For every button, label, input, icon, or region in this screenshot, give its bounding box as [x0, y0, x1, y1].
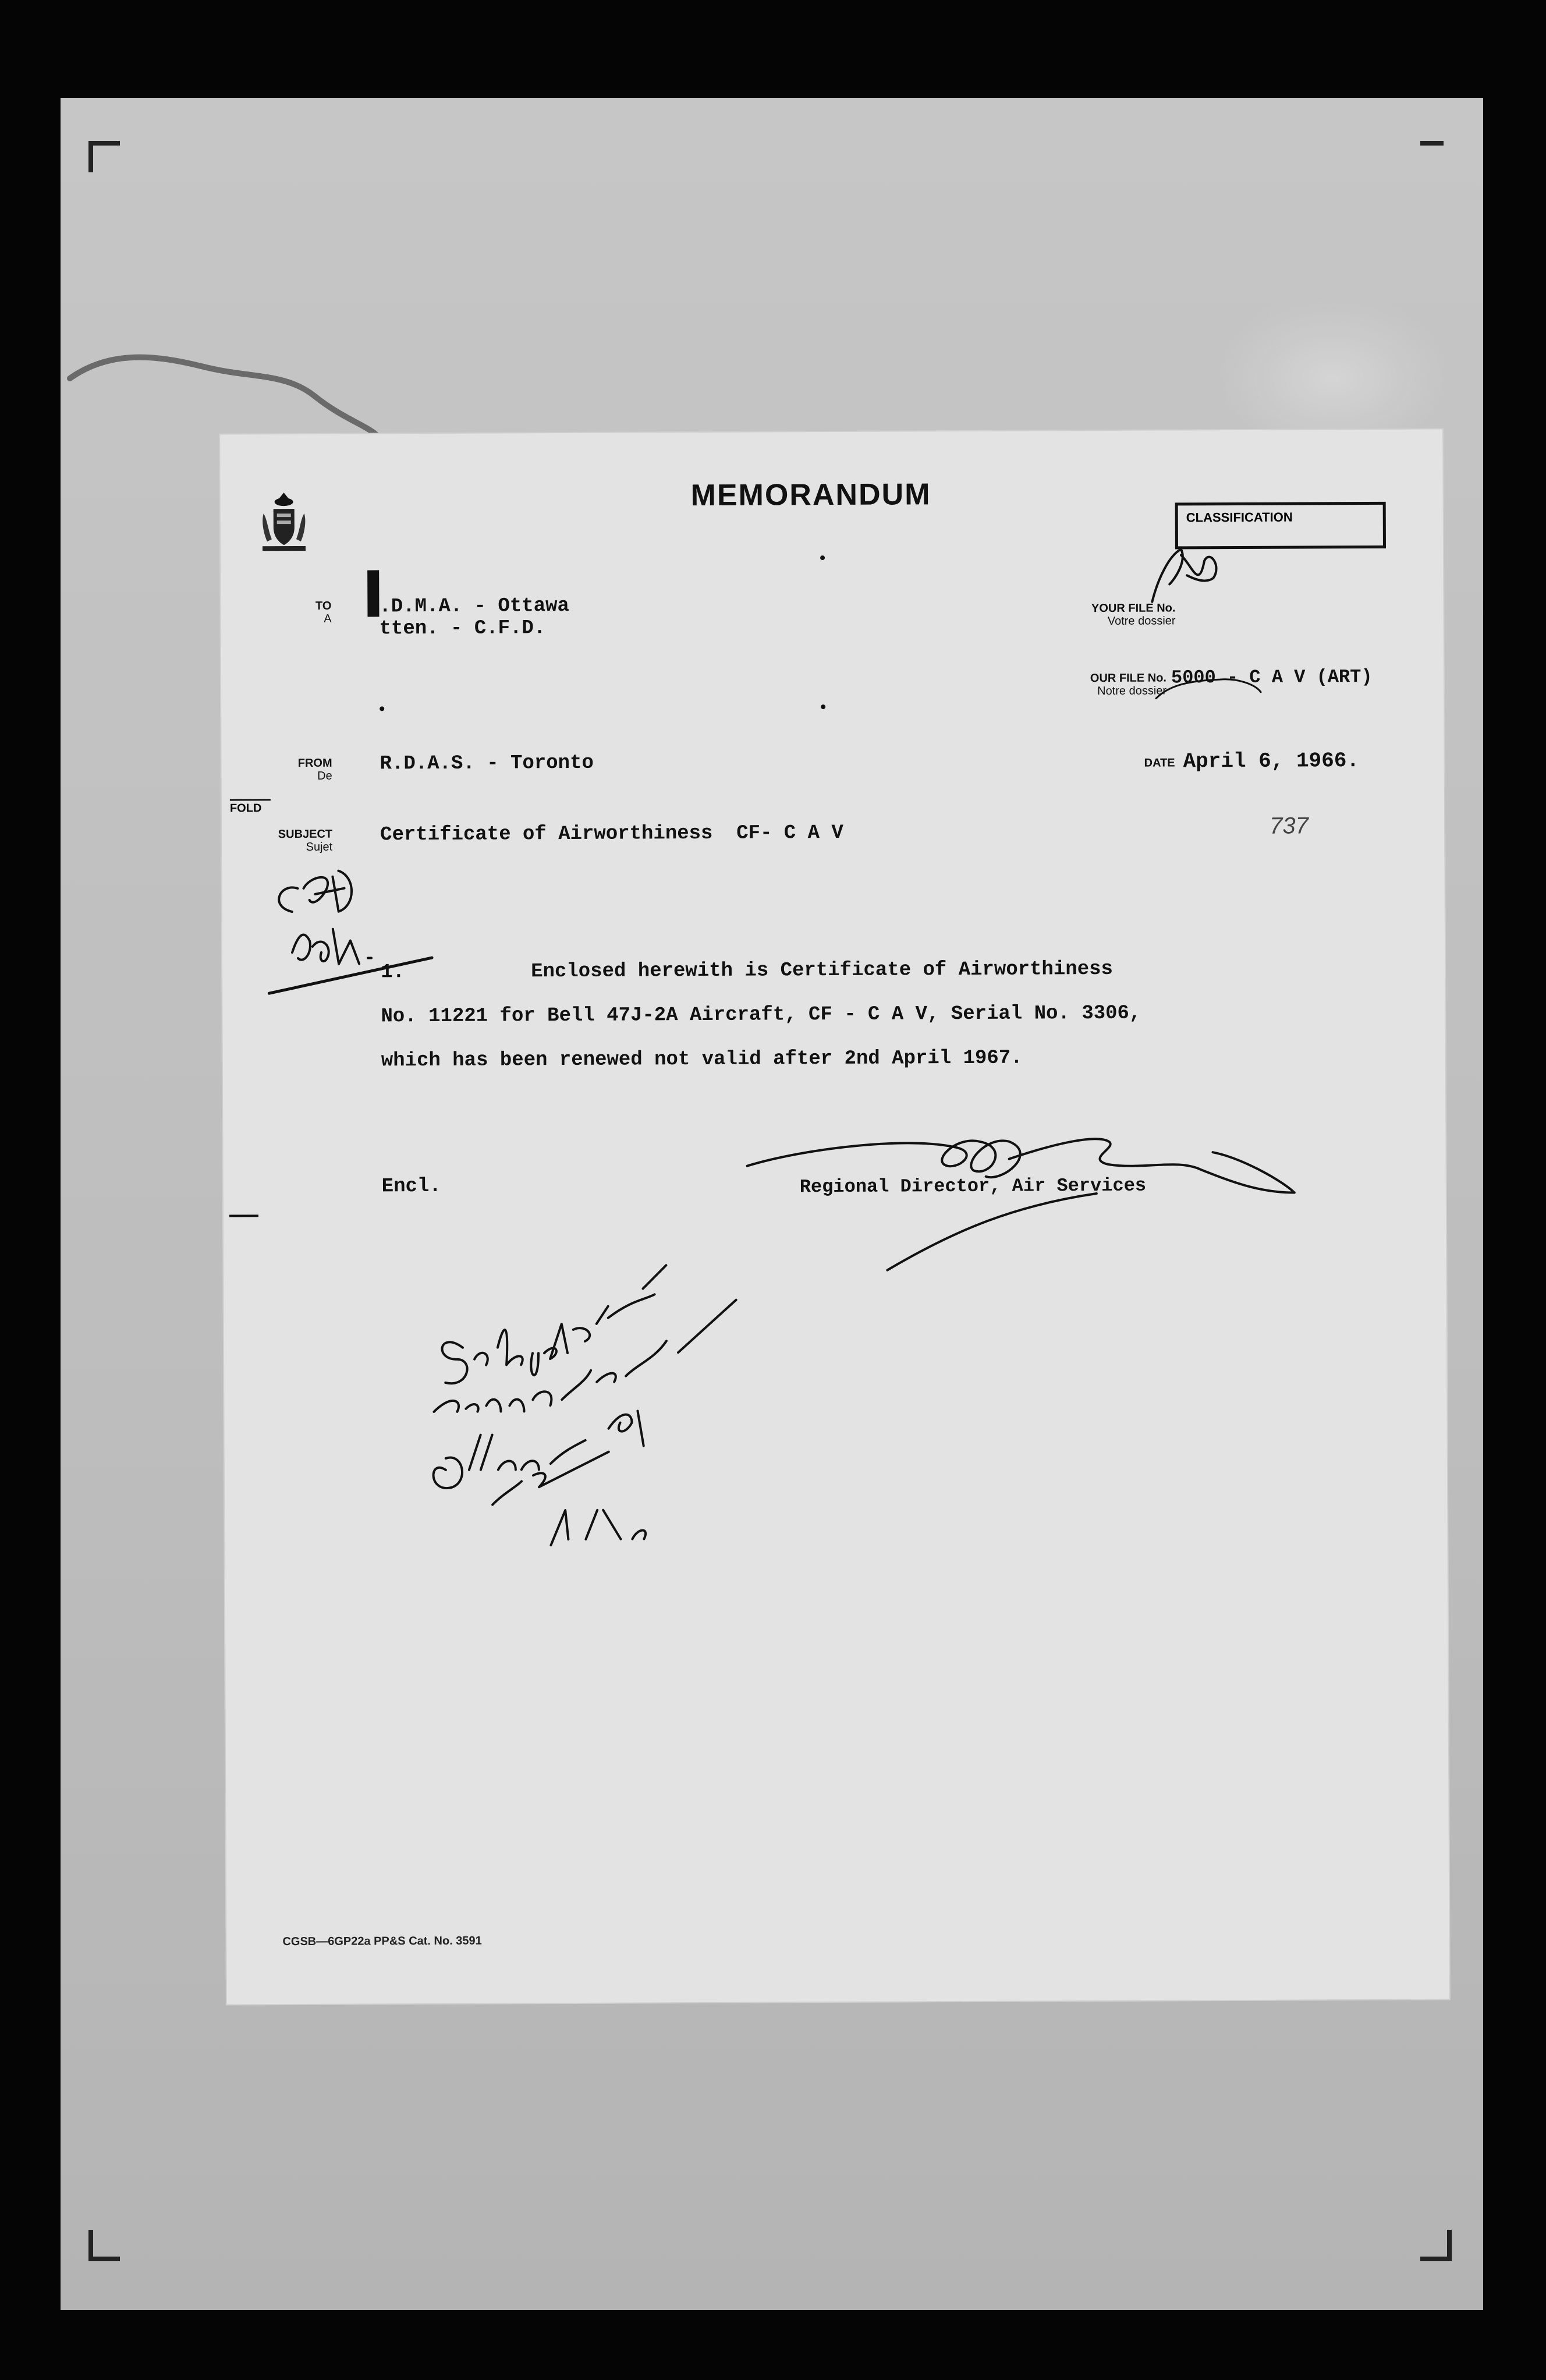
coat-of-arms-icon: [258, 490, 310, 554]
margin-tick: [229, 1214, 258, 1217]
page-title: MEMORANDUM: [690, 477, 931, 513]
date-value: April 6, 1966.: [1183, 749, 1360, 774]
from-label: FROM De: [297, 756, 332, 782]
classification-label: CLASSIFICATION: [1186, 509, 1293, 525]
handwritten-initials: [1146, 543, 1228, 608]
handwritten-annotation: [363, 1235, 807, 1552]
your-file-label: YOUR FILE No. Votre dossier: [1091, 601, 1176, 628]
body-line-3: which has been renewed not valid after 2nd April 1967.: [381, 1047, 1023, 1072]
classification-box: [1175, 502, 1386, 550]
to-line-1: .D.M.A. - Ottawa: [379, 594, 569, 618]
crop-mark-bottom-right: [1420, 2230, 1452, 2261]
file-number-underline: [1150, 669, 1267, 704]
dot-mark: [821, 704, 825, 709]
fold-label: FOLD: [230, 799, 271, 815]
crop-mark-top-left: [88, 141, 120, 172]
to-line-2: tten. - C.F.D.: [379, 617, 546, 640]
to-label: TO A: [315, 599, 332, 625]
redaction-mark: [367, 570, 379, 617]
signature-scrawl: [735, 1122, 1318, 1270]
memorandum-sheet: [220, 429, 1449, 2004]
paragraph-number: 1.: [381, 961, 405, 984]
from-value: R.D.A.S. - Toronto: [380, 752, 594, 775]
enclosure-label: Encl.: [381, 1175, 441, 1198]
handwritten-file-number: 737: [1269, 813, 1309, 839]
subject-value: Certificate of Airworthiness CF- C A V: [380, 821, 843, 847]
crop-mark-top-right: [1420, 141, 1444, 172]
board-pen-mark: [64, 326, 390, 442]
date-label: DATE: [1144, 756, 1175, 770]
dot-mark: [820, 555, 825, 560]
body-line-2: No. 11221 for Bell 47J-2A Aircraft, CF - C A V, Serial No. 3306,: [381, 1002, 1141, 1028]
dot-mark: [380, 706, 384, 711]
subject-label: SUBJECT Sujet: [278, 827, 333, 853]
crop-mark-bottom-left: [88, 2230, 120, 2261]
body-line-1: Enclosed herewith is Certificate of Airworthiness: [531, 958, 1113, 983]
form-code: CGSB—6GP22a PP&S Cat. No. 3591: [282, 1934, 482, 1949]
our-file-number: 5000 - C A V (ART): [1171, 665, 1373, 689]
signature-title: Regional Director, Air Services: [799, 1174, 1147, 1198]
our-file-label: OUR FILE No. Notre dossier: [1090, 671, 1167, 698]
